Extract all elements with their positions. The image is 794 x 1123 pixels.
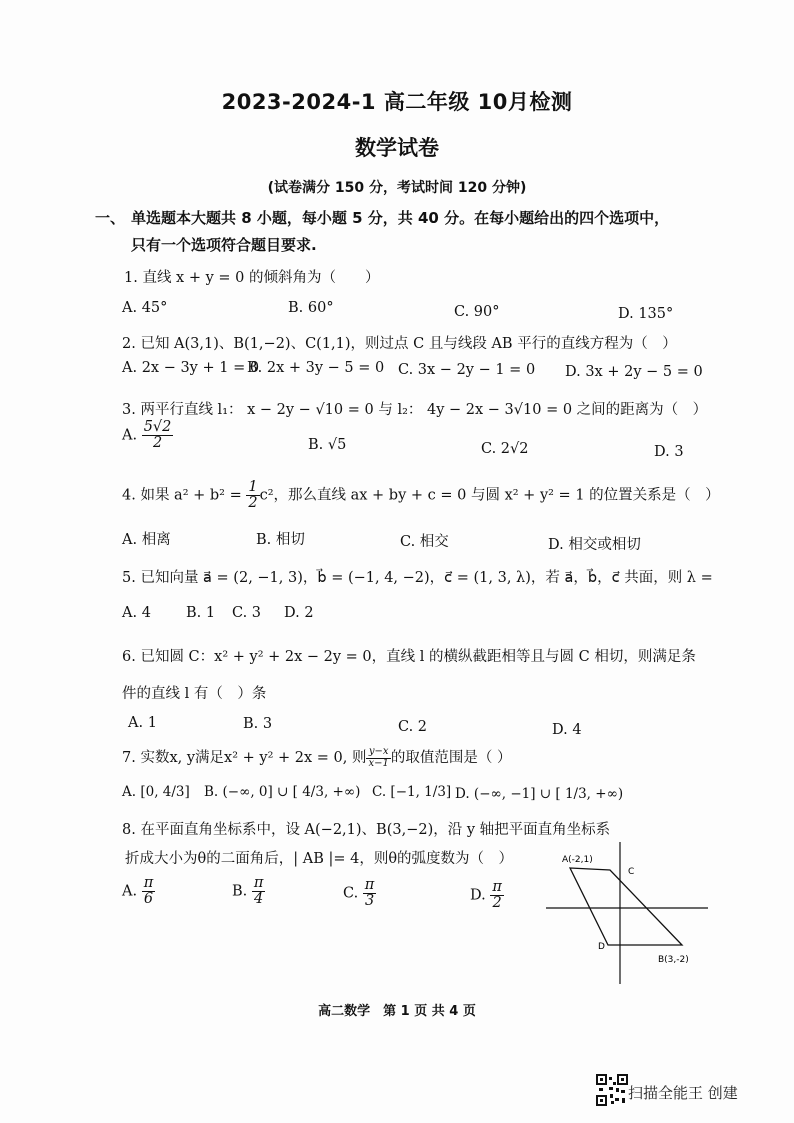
question-3-stem: 3. 两平行直线 l₁： x − 2y − √10 = 0 与 l₂： 4y − 2x − 3√10 = 0 之间的距离为（ ） [122, 402, 708, 418]
question-1-stem: 1. 直线 x + y = 0 的倾斜角为（ ） [124, 270, 380, 286]
exam-subject: 数学试卷 [355, 136, 439, 160]
q8-d-den: 2 [492, 895, 502, 912]
q4-option-a: A. 相离 [122, 532, 171, 548]
point-a-label: A(-2,1) [562, 855, 593, 865]
q6-option-b: B. 3 [243, 716, 273, 732]
q8-figure [542, 838, 712, 988]
q2-option-b: B. 2x + 3y − 5 = 0 [247, 360, 385, 376]
q4-frac-num: 1 [248, 479, 258, 495]
question-6-stem-line2: 件的直线 l 有（ ）条 [122, 686, 267, 702]
question-8-stem-line2: 折成大小为θ的二面角后，| AB |= 4，则θ的弧度数为（ ） [125, 851, 514, 867]
page-footer: 高二数学 第 1 页 共 4 页 [318, 1004, 476, 1019]
q6-option-a: A. 1 [128, 715, 157, 731]
q6-option-c: C. 2 [398, 719, 428, 735]
q8-a-num: π [143, 875, 154, 891]
q8-option-b [232, 876, 265, 907]
point-b-label: B(3,-2) [658, 955, 689, 965]
section-heading [95, 205, 669, 259]
q5-option-c: C. 3 [232, 605, 262, 621]
q8-option-b-fraction [252, 876, 266, 907]
question-8-stem: 8. 在平面直角坐标系中，设 A(−2,1)、B(3,−2)，沿 y 轴把平面直角坐标系 [122, 822, 611, 838]
q8-c-den: 3 [364, 893, 375, 910]
q3-option-a-denominator: 2 [152, 435, 163, 452]
q3-option-b: B. √5 [308, 437, 347, 453]
q5-option-b: B. 1 [186, 605, 216, 621]
q8-option-a-label: A. [122, 883, 138, 900]
q4-option-b: B. 相切 [256, 532, 305, 548]
q4-frac-den: 2 [248, 495, 258, 512]
q7-frac-num: y−x [366, 747, 390, 759]
q8-option-b-label: B. [232, 883, 248, 900]
q7-frac-den: x−1 [368, 757, 389, 769]
q6-option-d: D. 4 [552, 722, 582, 738]
q2-option-d: D. 3x + 2y − 5 = 0 [565, 364, 703, 380]
section-number: 一、 [95, 209, 126, 227]
q3-option-a [122, 420, 173, 451]
q8-option-d [470, 880, 504, 911]
q4-stem-post: c²，那么直线 ax + by + c = 0 与圆 x² + y² = 1 的位置关系是（ ） [259, 487, 720, 504]
q8-b-num: π [253, 875, 264, 891]
question-4-stem [122, 480, 720, 511]
scanner-watermark: 扫描全能王 创建 [628, 1084, 738, 1102]
question-7-stem [122, 746, 511, 769]
exam-note: (试卷满分 150 分，考试时间 120 分钟) [267, 180, 527, 196]
q2-option-a: A. 2x − 3y + 1 = 0 [122, 360, 260, 376]
q8-option-c-label: C. [343, 885, 359, 902]
q8-option-a [122, 876, 155, 907]
q5-option-d: D. 2 [284, 605, 314, 621]
q2-option-c: C. 3x − 2y − 1 = 0 [398, 362, 536, 378]
q3-option-a-numerator: 5√2 [143, 419, 172, 435]
q7-option-c: C. [−1, 1/3] [372, 784, 452, 800]
question-6-stem: 6. 已知圆 C：x² + y² + 2x − 2y = 0，直线 l 的横纵截距相等且与圆 C 相切，则满足条 [122, 649, 696, 665]
page-title: 2023-2024-1 高二年级 10月检测 [221, 90, 573, 114]
q8-a-den: 6 [143, 891, 154, 908]
q7-stem-pre: 7. 实数x, y满足x² + y² + 2x = 0, 则 [122, 750, 367, 766]
q8-option-c-fraction [363, 878, 377, 909]
q7-option-b: B. (−∞, 0] ∪ [ 4/3, +∞) [204, 784, 361, 800]
q7-option-a: A. [0, 4/3] [122, 784, 190, 800]
q1-option-b: B. 60° [288, 300, 334, 316]
q4-stem-pre: 4. 如果 a² + b² = [122, 487, 247, 504]
q8-d-num: π [492, 879, 502, 895]
q7-stem-fraction [366, 747, 390, 769]
q3-option-c: C. 2√2 [481, 441, 529, 457]
q1-option-a: A. 45° [122, 300, 168, 316]
q7-stem-post: 的取值范围是（ ） [390, 750, 512, 766]
question-2-stem: 2. 已知 A(3,1)、B(1,−2)、C(1,1)，则过点 C 且与线段 AB 平行的直线方程为（ ） [122, 336, 677, 352]
q8-option-d-label: D. [470, 887, 486, 904]
q7-option-d: D. (−∞, −1] ∪ [ 1/3, +∞) [455, 786, 624, 802]
section-line1: 单选题本大题共 8 小题，每小题 5 分，共 40 分。在每小题给出的四个选项中， [131, 209, 670, 227]
q4-stem-fraction [246, 480, 259, 511]
q3-option-d: D. 3 [654, 444, 684, 460]
q5-option-a: A. 4 [122, 605, 151, 621]
question-5-stem: 5. 已知向量 a⃗ = (2, −1, 3)，b⃗ = (−1, 4, −2)，c⃗ = (1, 3, λ)，若 a⃗，b⃗，c⃗ 共面，则 λ = [122, 570, 713, 586]
q8-b-den: 4 [254, 891, 264, 908]
q8-option-c [343, 878, 376, 909]
q3-option-a-label: A. [122, 427, 138, 444]
qr-code-icon [596, 1074, 628, 1106]
point-c-label: C [628, 867, 635, 877]
q8-option-a-fraction [142, 876, 156, 907]
q1-option-d: D. 135° [618, 306, 674, 322]
point-d-label: D [598, 942, 605, 952]
q8-c-num: π [364, 877, 375, 893]
q4-option-d: D. 相交或相切 [548, 537, 641, 553]
q1-option-c: C. 90° [454, 304, 500, 320]
fold-parallelogram [570, 868, 682, 945]
section-line2: 只有一个选项符合题目要求. [131, 236, 317, 254]
q8-option-d-fraction [490, 880, 504, 911]
q3-option-a-fraction [142, 420, 174, 451]
q4-option-c: C. 相交 [400, 534, 449, 550]
